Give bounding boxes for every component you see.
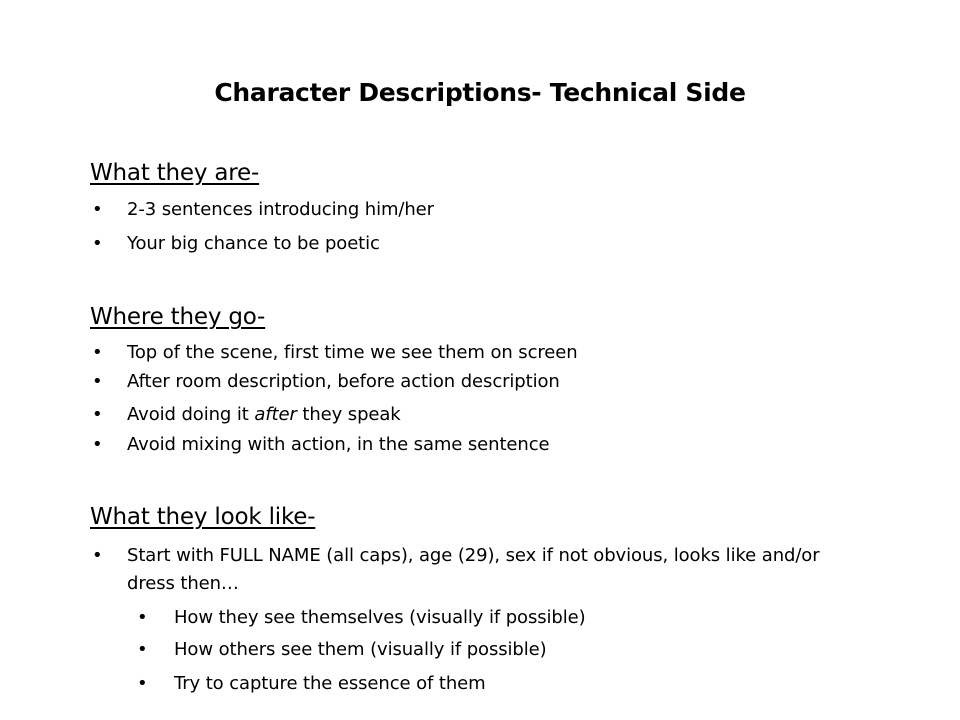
section-heading-what-they-are: What they are-	[90, 160, 260, 186]
section-heading-where-they-go: Where they go-	[90, 304, 266, 330]
bullet-item	[92, 339, 847, 367]
bullet-dot: •	[137, 607, 148, 628]
bullet-dot: •	[92, 199, 103, 220]
sub-bullet-text: How others see them (visually if possible)	[174, 639, 547, 660]
sub-bullet-text: How they see themselves (visually if possible)	[174, 607, 586, 628]
bullet-dot: •	[137, 639, 148, 660]
bullet-dot: •	[92, 434, 103, 455]
bullet-text: Start with FULL NAME (all caps), age (29), sex if not obvious, looks like and/or dress then…	[127, 545, 820, 594]
bullet-item	[92, 431, 847, 459]
bullet-item	[92, 401, 847, 429]
bullet-item	[92, 542, 839, 598]
sub-bullet-text: Try to capture the essence of them	[174, 673, 486, 694]
bullet-item	[92, 196, 847, 224]
bullet-dot: •	[92, 545, 103, 566]
section-heading-what-they-look-like: What they look like-	[90, 504, 316, 530]
bullet-text: 2-3 sentences introducing him/her	[127, 199, 434, 220]
sub-bullet-item	[137, 670, 854, 698]
bullet-item	[92, 230, 847, 258]
slide-title: Character Descriptions- Technical Side	[214, 78, 746, 107]
bullet-text-emphasis: after	[254, 404, 297, 425]
bullet-dot: •	[92, 342, 103, 363]
bullet-text: Your big chance to be poetic	[127, 233, 380, 254]
bullet-dot: •	[92, 371, 103, 392]
bullet-item	[92, 368, 847, 396]
bullet-text: Avoid mixing with action, in the same sentence	[127, 434, 550, 455]
bullet-dot: •	[92, 404, 103, 425]
bullet-dot: •	[92, 233, 103, 254]
bullet-text: Top of the scene, first time we see them on screen	[127, 342, 578, 363]
bullet-text-before: Avoid doing it	[127, 404, 255, 425]
sub-bullet-item	[137, 636, 854, 664]
bullet-text: After room description, before action description	[127, 371, 560, 392]
sub-bullet-item	[137, 604, 854, 632]
bullet-dot: •	[137, 673, 148, 694]
bullet-text-after: they speak	[296, 404, 401, 425]
